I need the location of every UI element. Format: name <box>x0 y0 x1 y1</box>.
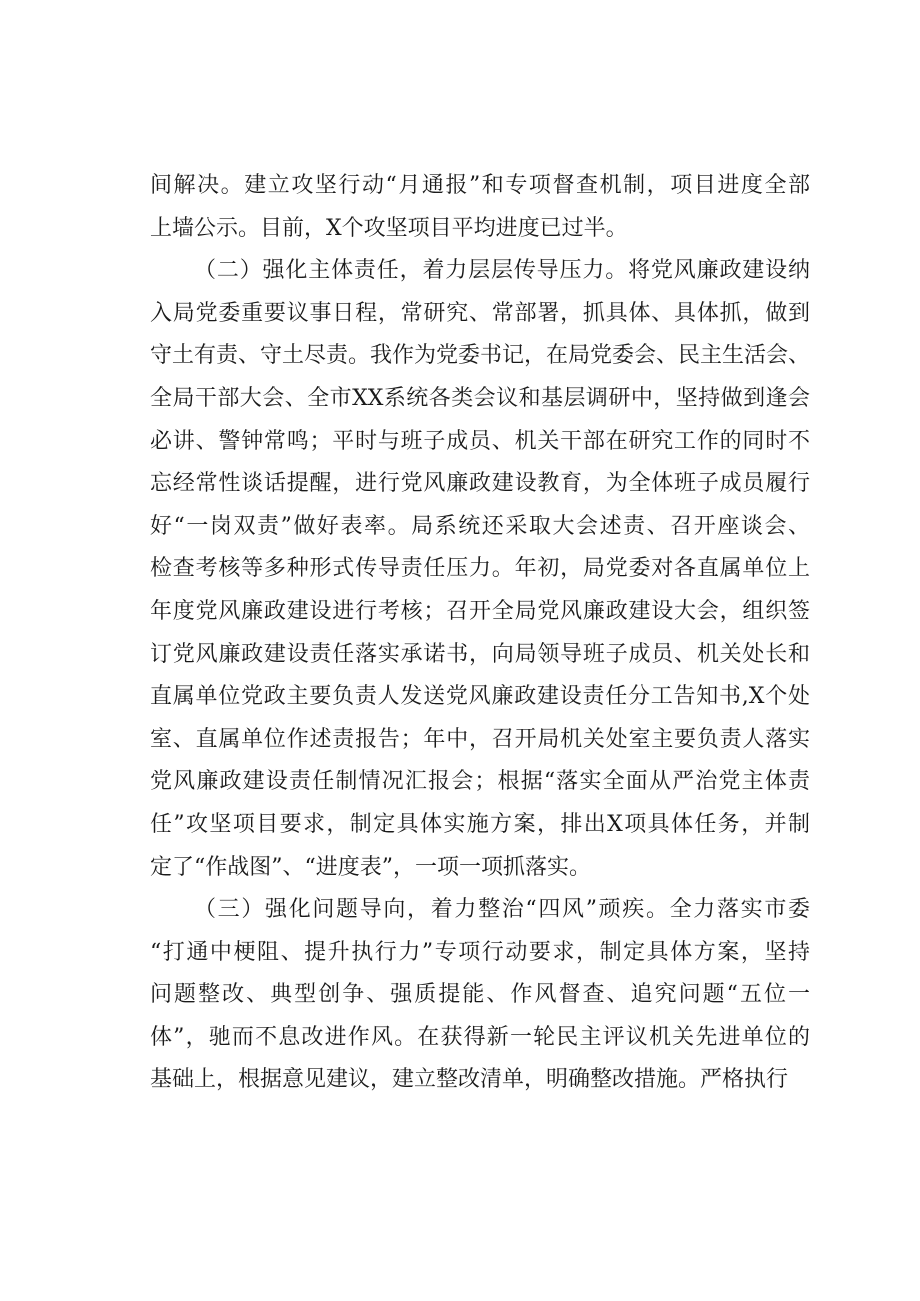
text-line: 全局干部大会、全市XX系统各类会议和基层调研中，坚持做到逢会 <box>150 385 810 411</box>
text-line: 忘经常性谈话提醒，进行党风廉政建设教育，为全体班子成员履行 <box>150 471 810 497</box>
text-line: 守土有责、守土尽责。我作为党委书记，在局党委会、民主生活会、 <box>150 343 811 369</box>
text-line: 必讲、警钟常鸣；平时与班子成员、机关干部在研究工作的同时不 <box>150 428 810 454</box>
text-line: 好“一岗双责”做好表率。局系统还采取大会述责、召开座谈会、 <box>150 513 810 539</box>
text-line: 上墙公示。目前，X个攻坚项目平均进度已过半。 <box>150 215 628 241</box>
body-text <box>150 165 810 1102</box>
paragraph-p2 <box>150 250 810 889</box>
text-line: 检查考核等多种形式传导责任压力。年初，局党委对各直属单位上 <box>150 556 810 582</box>
text-line: 体”，驰而不息改进作风。在获得新一轮民主评议机关先进单位的 <box>150 1024 810 1050</box>
text-line: 问题整改、典型创争、强质提能、作风督查、追究问题“五位一 <box>150 982 810 1008</box>
paragraph-p1 <box>150 165 810 250</box>
text-line: 室、直属单位作述责报告；年中，召开局机关处室主要负责人落实 <box>150 726 810 752</box>
text-line: （二）强化主体责任，着力层层传导压力。将党风廉政建设纳 <box>194 258 810 284</box>
text-line: 任”攻坚项目要求，制定具体实施方案，排出X项具体任务，并制 <box>150 811 810 837</box>
text-line: “打通中梗阻、提升执行力”专项行动要求，制定具体方案，坚持 <box>150 939 810 965</box>
text-line: 入局党委重要议事日程，常研究、常部署，抓具体、具体抓，做到 <box>150 300 810 326</box>
text-line: 定了“作战图”、“进度表”，一项一项抓落实。 <box>150 854 591 880</box>
text-line: 党风廉政建设责任制情况汇报会；根据“落实全面从严治党主体责 <box>150 769 810 795</box>
text-line: （三）强化问题导向，着力整治“四风”顽疾。全力落实市委 <box>194 897 810 923</box>
text-line: 订党风廉政建设责任落实承诺书，向局领导班子成员、机关处长和 <box>150 641 810 667</box>
text-line: 年度党风廉政建设进行考核；召开全局党风廉政建设大会，组织签 <box>150 598 810 624</box>
paragraph-p3 <box>150 889 810 1102</box>
text-line: 基础上，根据意见建议，建立整改清单，明确整改措施。严格执行 <box>150 1067 789 1093</box>
text-line: 直属单位党政主要负责人发送党风廉政建设责任分工告知书,X个处 <box>150 684 810 710</box>
text-line: 间解决。建立攻坚行动“月通报”和专项督查机制，项目进度全部 <box>150 173 810 198</box>
